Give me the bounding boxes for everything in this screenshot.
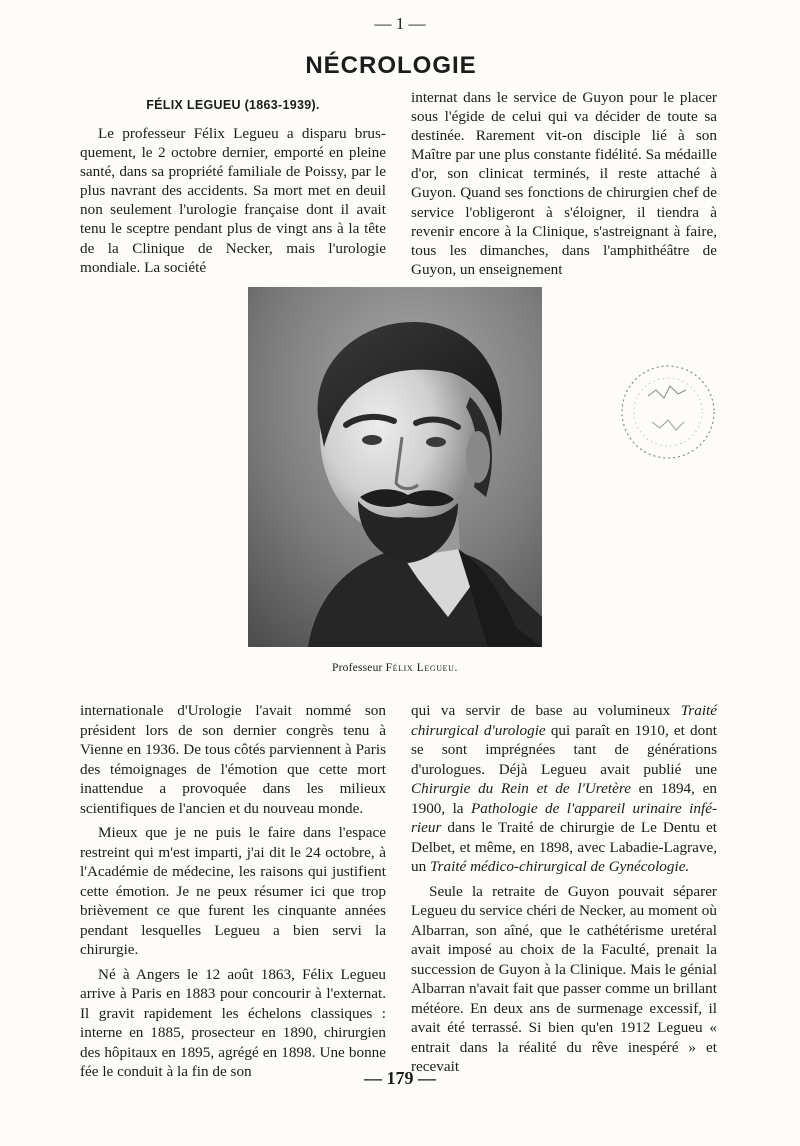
paragraph: internat dans le service de Guyon pour le placer sous l'égide de celui qui va décider de toute sa destinée. Rarement vit-on disciple lié à son Maître par une plus constante fidélité. Sa médaille d'or, son clinicat terminés, il reste attaché à Guyon. Quand ses fonctions de chirurgien chef de service l'obligeront à s'éloigner, il tiendra à revenir encore à la Clinique, s'astreignant à faire, tous les dimanches, dans l'amphithéâtre de Guyon, un enseignement bbox=[411, 89, 717, 278]
book-title: Chirurgie du Rein et de l'Uretère bbox=[411, 780, 631, 797]
paragraph: Mieux que je ne puis le faire dans l'espace restreint qui m'est imparti, j'ai dit le 24 octobre, à l'Académie de médecine, les raisons qui justifient cette émotion. Je ne peux résumer ici que trop brièvement ce que furent les cinquante années pendant lesquelles Legueu a bien servi la chirurgie. bbox=[80, 824, 386, 958]
book-title: Pathologie de l'appareil urinaire inférieur bbox=[411, 799, 717, 836]
caption-prefix: Professeur bbox=[332, 662, 386, 674]
paragraph: Né à Angers le 12 août 1863, Félix Legueu arrive à Paris en 1883 pour concourir à l'externat. Il gravit rapidement les échelons classiques : interne en 1885, prosecteur en 1890, chirurgien des hôpitaux en 1895, agrégé en 1898. Une bonne fée le conduit à la fin de son bbox=[80, 965, 386, 1080]
photo-caption bbox=[248, 662, 542, 674]
column-top-left bbox=[80, 124, 386, 277]
paragraph: internationale d'Urologie l'avait nommé son président lors de son dernier congrès tenu à Vienne en 1936. De tous côtés parviennent à Paris des témoignages de l'émotion que cette mort inattendue a provoquée dans les milieux scientifiques de l'ancien et du nouveau monde. bbox=[80, 702, 386, 817]
book-title: Traité chirurgical d'urologie bbox=[411, 702, 717, 739]
paragraph: qui va servir de base au volumineux Traité chirurgical d'urologie qui paraît en 1910, et dont se sont imprégnées tant de générations d'urologues. Déjà Legueu avait publié une Chirurgie du Rein et de l'Uretère en 1894, en 1900, la Pathologie de l'appareil urinaire inférieur dans le Traité de chirurgie de Le Dentu et Delbet, et même, en 1898, avec Labadie-Lagrave, un Traité médico-chirurgical de Gynécologie. bbox=[411, 702, 718, 875]
article-heading: FÉLIX LEGUEU (1863-1939). bbox=[146, 98, 320, 112]
page-footer-number: — 179 — bbox=[364, 1068, 436, 1088]
column-top-right bbox=[411, 88, 717, 279]
stamp-mark bbox=[608, 356, 726, 466]
book-title: Traité médico-chirurgical de Gynécologie. bbox=[429, 858, 690, 875]
paragraph: Le professeur Félix Legueu a disparu brusquement, le 2 octobre dernier, emporté en pleine santé, dans sa propriété familiale de Poissy, par le plus navrant des accidents. Sa mort met en deuil non seulement l'urologie française dont il avait tenu le sceptre pendant plus de vingt ans à la tête de la Clinique de Necker, mais l'urologie mondiale. La société bbox=[80, 125, 386, 276]
paragraph: Seule la retraite de Guyon pouvait séparer Legueu du service chéri de Necker, au moment où Albarran, son aîné, que le cathétérisme uretéral avait imposé au choix de la Faculté, prenait la succession de Guyon à la Clinique. Mais le génial Albarran n'avait fait que passer comme un brillant météore. En deux ans de surmenage excessif, il avait été terrassé. Si bien qu'en 1912 Legueu « entrait dans la réalité du rêve inespéré » et recevait bbox=[411, 882, 717, 1075]
column-bottom-right bbox=[411, 701, 717, 1077]
portrait-illustration bbox=[248, 287, 542, 647]
section-title: NÉCROLOGIE bbox=[305, 52, 477, 79]
column-bottom-left bbox=[80, 701, 386, 1082]
library-stamp bbox=[608, 356, 726, 466]
page-header-number: — 1 — bbox=[374, 14, 426, 33]
portrait-photo bbox=[248, 287, 542, 647]
caption-name: Félix Legueu. bbox=[385, 662, 458, 674]
